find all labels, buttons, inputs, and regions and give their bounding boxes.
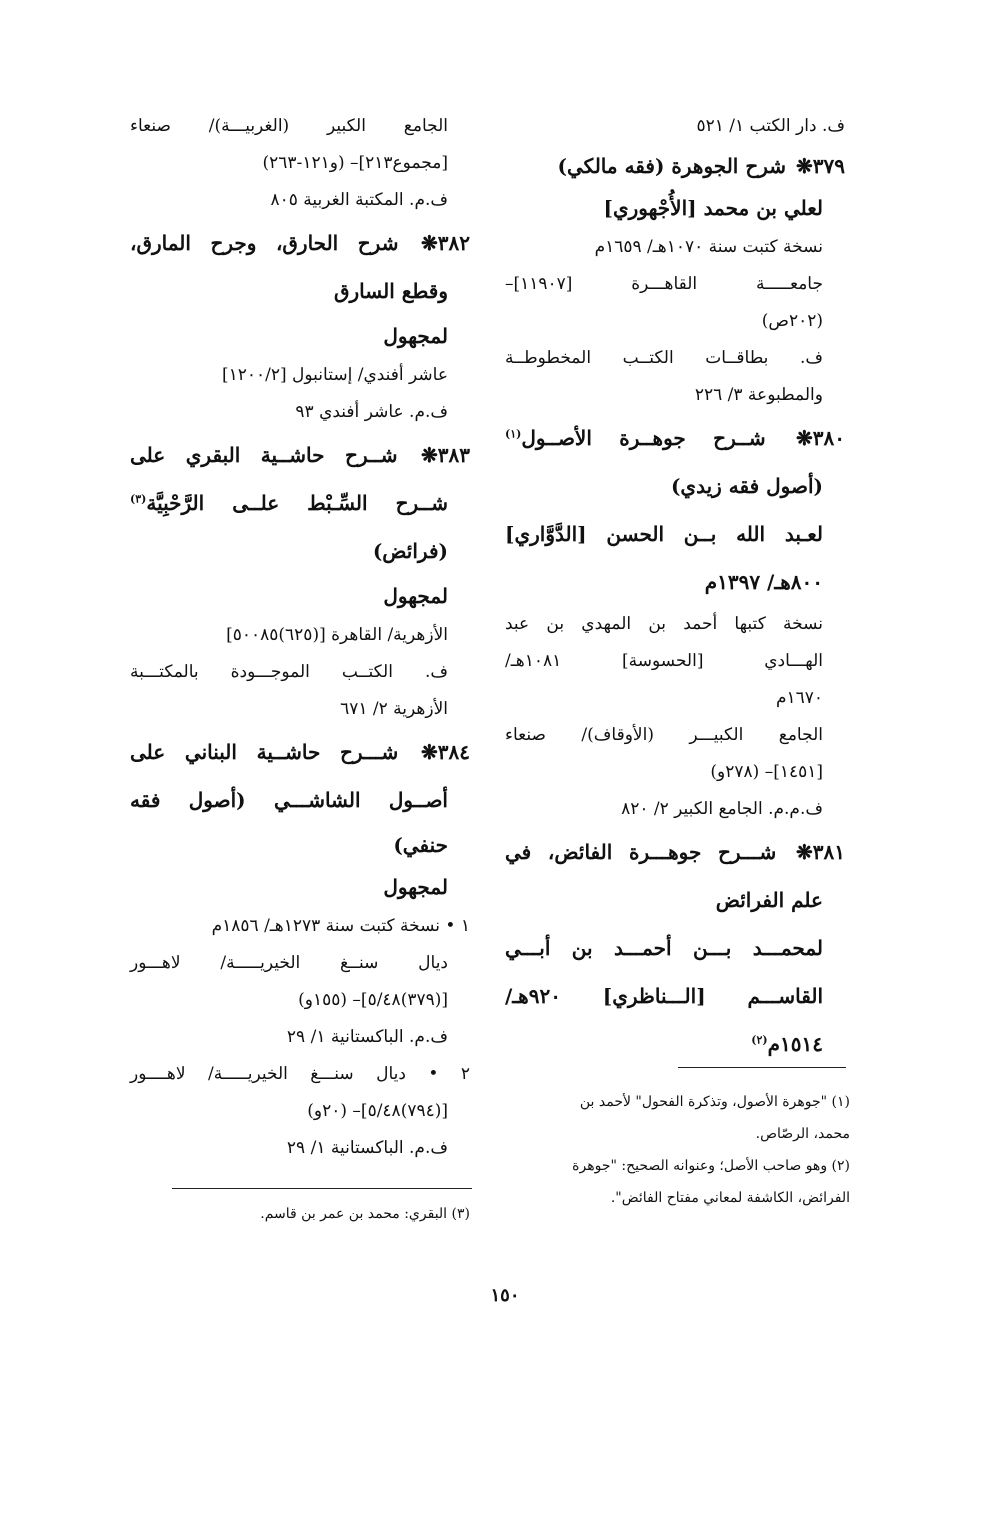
entry-381-author-date: ١٥١٤م (767, 1032, 823, 1056)
entry-380-line: الهـــادي [الحسوسة] ١٠٨١هـ/ (505, 651, 823, 671)
entry-381-line: ف.م. المكتبة الغربية ٨٠٥ (270, 190, 448, 210)
entry-383-heading (130, 431, 470, 479)
entry-title: شرح الحارق، وجرح المارق، (130, 231, 399, 255)
entry-380-line: نسخة كتبها أحمد بن المهدي بن عبد (505, 614, 823, 634)
entry-384-author: لمجهول (383, 875, 448, 899)
entry-title: شرح الجوهرة (فقه مالكي) (557, 154, 787, 178)
entry-380-subject: (أصول فقه زيدي) (670, 474, 823, 498)
copy-line: نسخة كتبت سنة ١٢٧٣هـ/ ١٨٥٦م (211, 916, 441, 936)
copy-line: ديال سنـــغ الخيريـــــة/ لاهــــور (130, 1064, 406, 1084)
entry-380-dates: ٨٠٠هـ/ ١٣٩٧م (704, 570, 823, 594)
entry-381-author (505, 1020, 845, 1068)
right-column (505, 108, 845, 1068)
entry-383-line: الأزهرية/ القاهرة [(٦٢٥)٥٠٠٨٥] (226, 625, 448, 645)
entry-number: ٣٨٢ (437, 231, 470, 255)
footnote-2-cont: الفرائض، الكاشفة لمعاني مفتاح الفائض". (610, 1190, 850, 1206)
entry-381-line: الجامع الكبير (الغربيـــة)/ صنعاء (130, 116, 448, 136)
footnotes-left (160, 1198, 470, 1230)
entry-381-author: لمحمـــد بـــن أحمـــد بن أبـــي (505, 936, 823, 960)
entry-383-subject: (فرائض) (372, 539, 448, 563)
entry-title: شــرح جوهــرة الأصــول (521, 426, 766, 450)
entry-382-title-cont: وقطع السارق (334, 279, 448, 303)
entry-384-heading (130, 728, 470, 776)
star-marker-icon: ❋ (421, 740, 438, 764)
entry-number: ٣٨٣ (437, 443, 470, 467)
entry-380-line: [١٤٥١]– (٢٧٨و) (710, 762, 823, 782)
left-column (130, 108, 470, 1167)
entry-382-line: ف.م. عاشر أفندي ٩٣ (295, 402, 448, 422)
entry-384-line: [(٧٩٤)٥/٤٨]– (٢٠و) (307, 1101, 448, 1121)
entry-number: ٣٨٠ (812, 426, 845, 450)
entry-383-author: لمجهول (383, 584, 448, 608)
entry-381-title-cont: علم الفرائض (715, 888, 823, 912)
entry-384-line: ف.م. الباكستانية ١/ ٢٩ (286, 1138, 448, 1158)
entry-379-line: ف. بطاقــات الكتــب المخطوطــة (505, 348, 823, 368)
entry-382-line: عاشر أفندي/ إستانبول [١٢٠٠/٢] (221, 365, 448, 385)
entry-383-line: الأزهرية ٢/ ٦٧١ (340, 699, 448, 719)
footnote-3: (٣) البقري: محمد بن عمر بن قاسم. (260, 1206, 470, 1222)
entry-381-line: [مجموع٢١٣]– (و١٢١-٢٦٣) (262, 153, 448, 173)
entry-380-author: لعـبد الله بــن الحسن [الدَّوَّاري] (505, 522, 823, 546)
entry-384-line: ديال سنــغ الخيريـــــة/ لاهـــور (130, 953, 448, 973)
entry-title: شـــرح حاشــية البناني على (130, 740, 399, 764)
footnotes-right (505, 1086, 850, 1214)
entry-title: شــرح حاشــية البقري على (130, 443, 398, 467)
entry-380-line: ١٦٧٠م (775, 688, 823, 708)
entry-384-title-cont: حنفي) (393, 833, 448, 857)
entry-384-copy-1 (130, 908, 470, 945)
entry-378-tail: ف. دار الكتب ١/ ٥٢١ (696, 116, 845, 136)
footnote-ref: (٣) (130, 492, 147, 506)
entry-384-line: [(٣٧٩)٥/٤٨]– (١٥٥و) (298, 990, 448, 1010)
entry-title: شـــرح جوهـــرة الفائض، في (505, 840, 777, 864)
entry-383-title-text: شــرح السِّـبْط علــى الرَّحْبِيَّة (146, 491, 448, 515)
entry-381-author: القاســـم [الـــناظري] ٩٢٠هـ/ (505, 984, 823, 1008)
entry-379-line: والمطبوعة ٣/ ٢٢٦ (694, 385, 823, 405)
entry-number: ٣٨١ (812, 840, 846, 864)
entry-384-line: ف.م. الباكستانية ١/ ٢٩ (286, 1027, 448, 1047)
entry-380-heading (505, 414, 845, 462)
entry-number: ٣٨٤ (437, 740, 470, 764)
star-marker-icon: ❋ (796, 840, 813, 864)
page-number: ١٥٠ (490, 1285, 520, 1306)
entry-number: ٣٧٩ (812, 154, 845, 178)
entry-384-copy-2 (130, 1056, 470, 1093)
entry-380-line: ف.م.م. الجامع الكبير ٢/ ٨٢٠ (621, 799, 823, 819)
copy-number: ٢ • (428, 1064, 471, 1084)
entry-383-title-cont (130, 479, 470, 527)
entry-379-author: لعلي بن محمد [الأُجْهوري] (603, 196, 823, 220)
footnote-2: (٢) وهو صاحب الأصل؛ وعنوانه الصحيح: "جوهرة (572, 1158, 850, 1174)
star-marker-icon: ❋ (421, 443, 438, 467)
footnote-divider (678, 1067, 846, 1068)
entry-382-heading (130, 219, 470, 267)
star-marker-icon: ❋ (796, 154, 813, 178)
footnote-1-cont: محمد، الرصّاص. (755, 1126, 850, 1142)
star-marker-icon: ❋ (796, 426, 813, 450)
footnote-ref: (١) (505, 427, 522, 441)
footnote-1: (١) "جوهرة الأصول، وتذكرة الفحول" لأحمد بن (579, 1094, 850, 1110)
entry-379-line: جامعـــــة القاهـــرة [١١٩٠٧]– (505, 274, 823, 294)
entry-382-author: لمجهول (383, 324, 448, 348)
star-marker-icon: ❋ (421, 231, 438, 255)
footnote-ref: (٢) (751, 1033, 768, 1047)
entry-379-line: (٢٠٢ص) (761, 311, 823, 331)
copy-number: ١ • (445, 916, 470, 936)
entry-379-heading (505, 145, 845, 187)
entry-384-title-cont: أصــول الشاشـــي (أصول فقه (130, 788, 448, 812)
entry-381-heading (505, 828, 845, 876)
entry-383-line: ف. الكتــب الموجـــودة بالمكتـــبة (130, 662, 448, 682)
entry-379-line: نسخة كتبت سنة ١٠٧٠هـ/ ١٦٥٩م (594, 237, 823, 257)
footnote-divider (172, 1188, 472, 1189)
entry-380-line: الجامع الكبيـــر (الأوقاف)/ صنعاء (505, 725, 823, 745)
